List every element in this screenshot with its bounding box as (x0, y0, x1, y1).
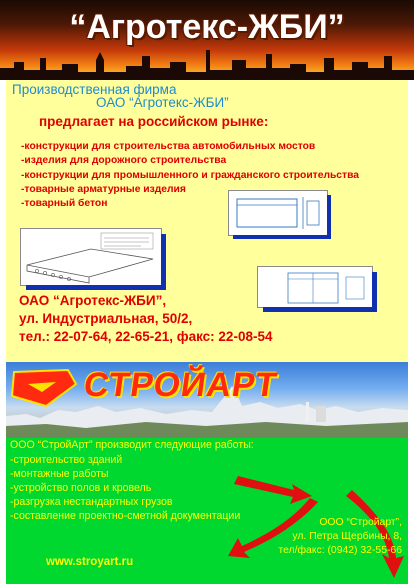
offer-heading: предлагает на российском рынке: (39, 114, 269, 129)
top-banner (0, 0, 414, 80)
company-name-line: ООО “Стройарт”, (319, 517, 402, 528)
street-address-line: ул. Петра Щербины, 8, (292, 531, 402, 542)
company-name-text: ОАО “Агротекс-ЖБИ” (96, 95, 229, 110)
works-list (10, 453, 240, 523)
stroyart-banner (6, 362, 408, 438)
work-item: -разгрузка нестандартных грузов (10, 496, 173, 508)
work-item: -устройство полов и кровель (10, 482, 152, 494)
agroteks-panel (6, 80, 408, 362)
works-intro-text: ООО “СтройАрт” производит следующие работы: (10, 439, 254, 451)
product-item: -изделия для дорожного строительства (21, 155, 227, 167)
work-item: -монтажные работы (10, 468, 109, 480)
banner-title: “Агротекс-ЖБИ” (69, 8, 345, 46)
company-name-line: ОАО “Агротекс-ЖБИ”, (19, 293, 167, 308)
city-skyline-image (0, 46, 414, 80)
product-item: -конструкции для промышленного и гражданского строительства (21, 169, 360, 181)
stroyart-logo-text: СТРОЙАРТ (81, 366, 280, 404)
work-item: -строительство зданий (10, 454, 123, 466)
technical-drawing-image (228, 190, 328, 236)
product-item: -товарные арматурные изделия (21, 183, 186, 195)
agroteks-contacts (19, 292, 272, 346)
phone-line: тел.: 22-07-64, 22-65-21, факс: 22-08-54 (19, 329, 273, 344)
website-link[interactable]: www.stroyart.ru (46, 556, 134, 568)
work-item: -составление проектно-сметной документации (10, 510, 241, 522)
street-address-line: ул. Индустриальная, 50/2, (19, 311, 193, 326)
stroyart-panel (6, 438, 408, 584)
company-type-text: Производственная фирма (12, 82, 177, 97)
stroyart-contacts (278, 516, 402, 558)
column-drawing-image (257, 266, 373, 308)
slab-drawing-image (20, 228, 162, 286)
product-item: -конструкции для строительства автомобильных мостов (21, 141, 316, 152)
phone-fax-line: тел/факс: (0942) 32-55-66 (278, 545, 402, 556)
product-item: -товарный бетон (21, 198, 108, 210)
